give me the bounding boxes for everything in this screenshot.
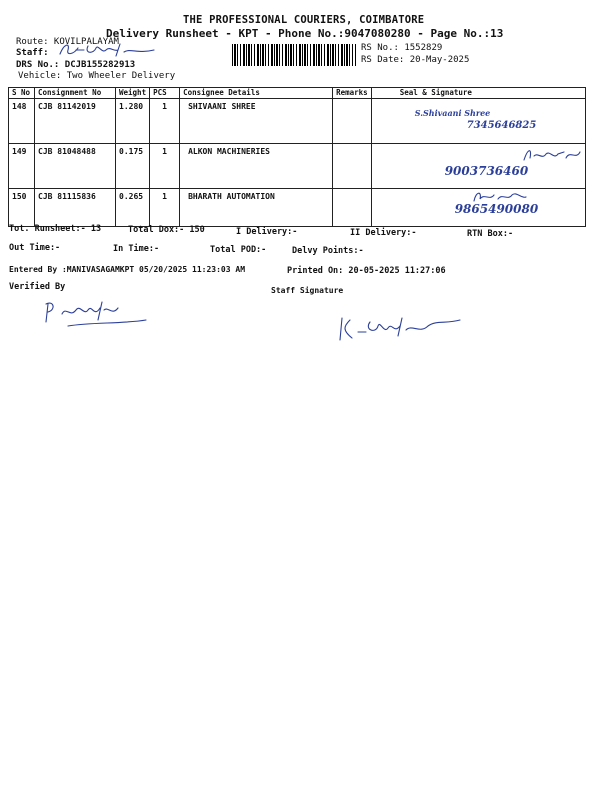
drs-label: DRS No.: (16, 60, 60, 70)
cell-seal-signature (371, 189, 585, 227)
col-consignment-no: Consignment No (35, 88, 116, 99)
cell-consignee: ALKON MACHINERIES (180, 144, 333, 189)
ii-delivery: II Delivery:- (350, 228, 417, 238)
table-row (9, 144, 586, 189)
seal-handwritten-signature (470, 189, 530, 205)
staff-handwritten-signature (54, 40, 164, 60)
seal-phone: 9003736460 (444, 164, 529, 178)
cell-weight: 0.265 (116, 189, 150, 227)
seal-phone: 9865490080 (454, 202, 539, 216)
col-weight: Weight (116, 88, 150, 99)
cell-remarks (333, 99, 372, 144)
cell-weight: 0.175 (116, 144, 150, 189)
verifier-handwritten-signature (42, 296, 152, 332)
staff-label: Staff: (16, 48, 49, 58)
cell-pcs: 1 (150, 189, 180, 227)
printed-on: Printed On: 20-05-2025 11:27:06 (287, 266, 446, 276)
cell-remarks (333, 144, 372, 189)
seal-name: S.Shivaani Shree (414, 108, 491, 118)
cell-consignee: BHARATH AUTOMATION (180, 189, 333, 227)
document-title: THE PROFESSIONAL COURIERS, COIMBATORE (183, 14, 425, 26)
delivery-points: Delvy Points:- (292, 246, 364, 256)
rtn-box: RTN Box:- (467, 229, 514, 239)
table-row (9, 99, 586, 144)
runsheet-table (8, 87, 586, 227)
runsheet-subtitle: Delivery Runsheet - KPT - Phone No.:9047080280 - Page No.:13 (106, 27, 504, 40)
seal-handwritten-signature (520, 146, 586, 164)
route-label: Route: KOVILPALAYAM (16, 37, 119, 47)
cell-seal-signature (371, 144, 585, 189)
in-time: In Time:- (113, 244, 160, 254)
cell-consignment: CJB 81142019 (35, 99, 116, 144)
rs-number: RS No.: 1552829 (361, 43, 443, 53)
total-pod: Total POD:- (210, 245, 267, 255)
cell-consignment: CJB 81048488 (35, 144, 116, 189)
cell-consignment: CJB 81115836 (35, 189, 116, 227)
verified-by-label: Verified By (9, 282, 66, 292)
drs-number (16, 60, 135, 70)
cell-remarks (333, 189, 372, 227)
table-row (9, 189, 586, 227)
col-remarks: Remarks (333, 88, 372, 99)
vehicle-label: Vehicle: Two Wheeler Delivery (18, 71, 176, 81)
out-time: Out Time:- (9, 243, 61, 253)
entered-by: Entered By :MANIVASAGAMKPT 05/20/2025 11:23:03 AM (9, 265, 246, 274)
col-consignee-details: Consignee Details (180, 88, 333, 99)
staff-signature-label: Staff Signature (271, 286, 344, 295)
cell-sno: 150 (9, 189, 35, 227)
table-header-row (9, 88, 586, 99)
cell-consignee: SHIVAANI SHREE (180, 99, 333, 144)
col-pcs: PCS (150, 88, 180, 99)
staff-handwritten-signature-bottom (336, 312, 466, 344)
seal-phone: 7345646825 (466, 120, 537, 131)
rs-date: RS Date: 20-May-2025 (361, 55, 470, 65)
cell-sno: 148 (9, 99, 35, 144)
cell-seal-signature (371, 99, 585, 144)
total-dox: Total Dox:- 150 (128, 225, 205, 235)
col-seal-signature: Seal & Signature (371, 88, 585, 99)
cell-pcs: 1 (150, 99, 180, 144)
drs-value: DCJB155282913 (64, 60, 136, 70)
total-runsheet: Tot. Runsheet:- 13 (9, 224, 102, 234)
col-sno: S No (9, 88, 35, 99)
cell-sno: 149 (9, 144, 35, 189)
i-delivery: I Delivery:- (236, 227, 298, 237)
cell-pcs: 1 (150, 144, 180, 189)
cell-weight: 1.280 (116, 99, 150, 144)
barcode-image (232, 44, 356, 66)
